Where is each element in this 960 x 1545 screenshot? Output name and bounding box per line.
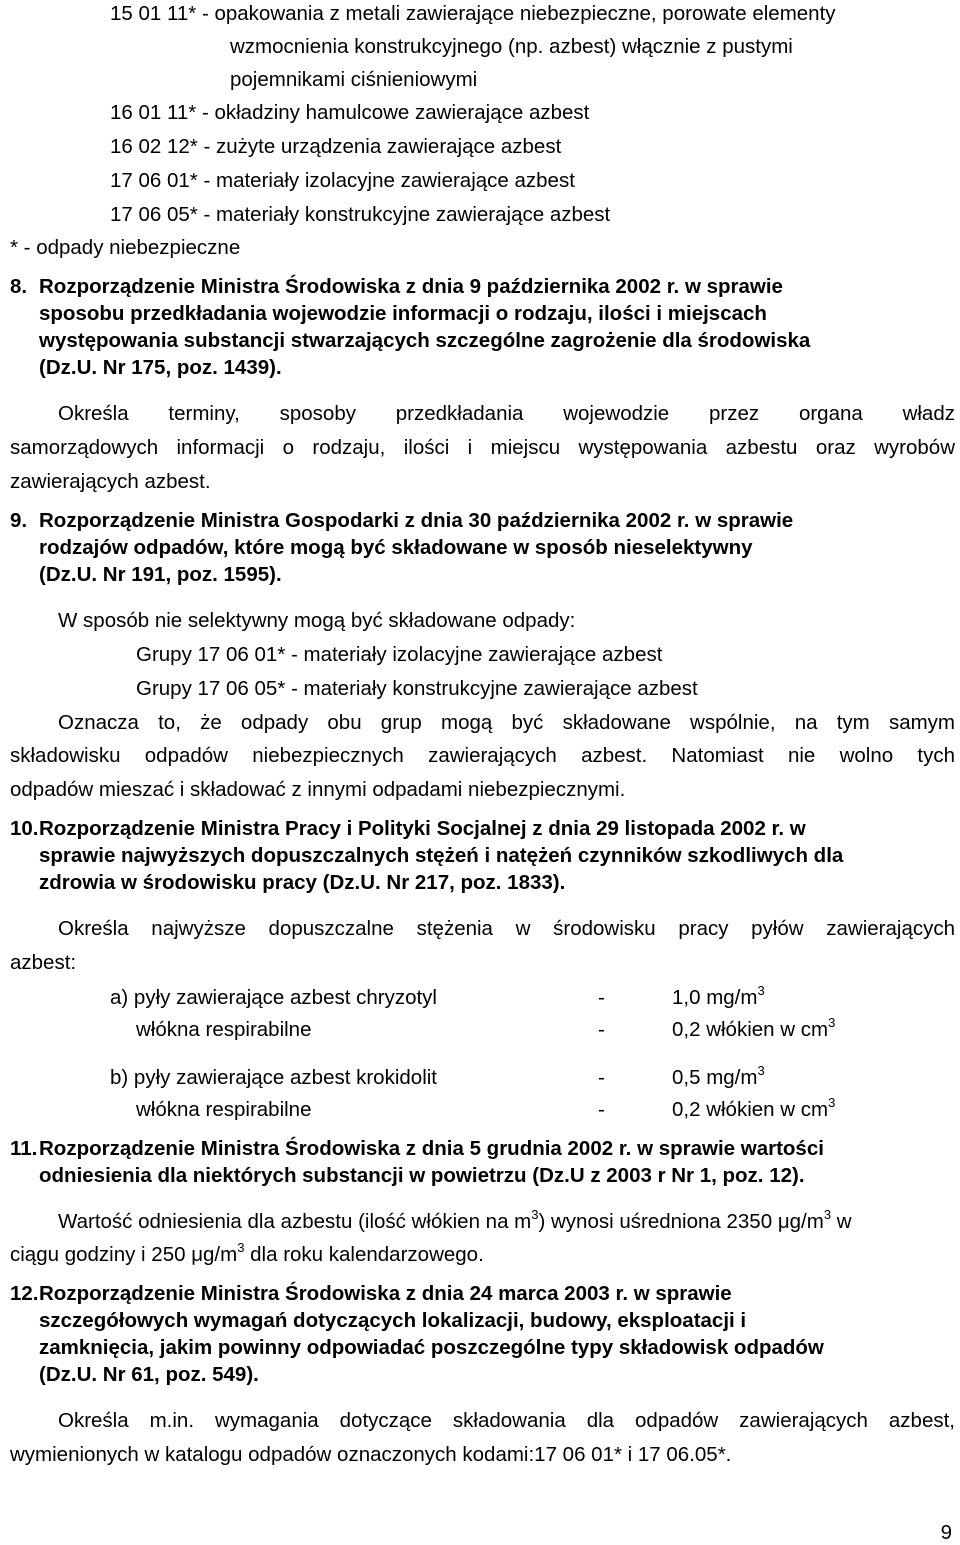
section-number: 8. <box>10 275 28 298</box>
heading-line: (Dz.U. Nr 61, poz. 549). <box>39 1363 259 1386</box>
limit-value: 0,2 włókien w $cm^3$ <box>672 1095 836 1121</box>
limit-label: b) pyły zawierające azbest krokidolit <box>110 1066 437 1089</box>
paragraph-line: Określa najwyższe dopuszczalne stężenia w środowisku pracy pyłów zawierających <box>58 917 955 940</box>
waste-item: 16 02 12* - zużyte urządzenia zawierające azbest <box>110 135 562 158</box>
waste-item: 17 06 01* - materiały izolacyjne zawierające azbest <box>110 169 575 192</box>
section-10-heading <box>10 819 806 840</box>
heading-text: Rozporządzenie Ministra Środowiska z dnia 9 października 2002 r. w sprawie <box>39 275 783 298</box>
paragraph-line: ciągu godziny i 250 $\mu g/m^3$ dla roku kalendarzowego. <box>10 1240 484 1266</box>
waste-item: 17 06 05* - materiały konstrukcyjne zawierające azbest <box>110 203 611 226</box>
paragraph-line: samorządowych informacji o rodzaju, ilości i miejscu występowania azbestu oraz wyrobów <box>10 436 955 459</box>
waste-group: Grupy 17 06 01* - materiały izolacyjne zawierające azbest <box>136 643 663 666</box>
heading-line: (Dz.U. Nr 175, poz. 1439). <box>39 356 282 379</box>
waste-group: Grupy 17 06 05* - materiały konstrukcyjne zawierające azbest <box>136 677 698 700</box>
section-number: 9. <box>10 509 28 532</box>
limit-label: włókna respirabilne <box>136 1098 312 1121</box>
paragraph-line: zawierających azbest. <box>10 470 211 493</box>
heading-line: rodzajów odpadów, które mogą być składowane w sposób nieselektywny <box>39 536 753 559</box>
heading-text: Rozporządzenie Ministra Pracy i Polityki Socjalnej z dnia 29 listopada 2002 r. w <box>39 817 806 840</box>
limit-dash: - <box>598 986 605 1009</box>
heading-line: zdrowia w środowisku pracy (Dz.U. Nr 217, poz. 1833). <box>39 871 566 894</box>
paragraph-line: Wartość odniesienia dla azbestu (ilość włókien na $m^3$) wynosi uśredniona 2350 $\mu g/m^3$ w <box>58 1207 852 1233</box>
section-11-heading <box>10 1139 824 1160</box>
heading-line: sposobu przedkładania wojewodzie informacji o rodzaju, ilości i miejscach <box>39 302 767 325</box>
heading-text: Rozporządzenie Ministra Środowiska z dnia 5 grudnia 2002 r. w sprawie wartości <box>39 1137 824 1160</box>
waste-item-line: pojemnikami ciśnieniowymi <box>230 68 478 91</box>
heading-text: Rozporządzenie Ministra Środowiska z dnia 24 marca 2003 r. w sprawie <box>39 1282 732 1305</box>
waste-item: 16 01 11* - okładziny hamulcowe zawierające azbest <box>110 101 590 124</box>
section-number: 12. <box>10 1282 39 1305</box>
limit-dash: - <box>598 1066 605 1089</box>
paragraph-line: azbest: <box>10 951 77 974</box>
section-number: 10. <box>10 817 39 840</box>
section-9-heading <box>10 511 793 532</box>
limit-value: 0,5 $mg/m^3$ <box>672 1063 765 1089</box>
heading-line: szczegółowych wymagań dotyczących lokalizacji, budowy, eksploatacji i <box>39 1309 747 1332</box>
heading-line: sprawie najwyższych dopuszczalnych stężeń i natężeń czynników szkodliwych dla <box>39 844 844 867</box>
paragraph-line: odpadów mieszać i składować z innymi odpadami niebezpiecznymi. <box>10 778 626 801</box>
heading-line: zamknięcia, jakim powinny odpowiadać poszczególne typy składowisk odpadów <box>39 1336 824 1359</box>
paragraph-line: wymienionych w katalogu odpadów oznaczonych kodami:17 06 01* i 17 06.05*. <box>10 1443 732 1466</box>
limit-label: a) pyły zawierające azbest chryzotyl <box>110 986 437 1009</box>
limit-dash: - <box>598 1098 605 1121</box>
waste-item-line: 15 01 11* - opakowania z metali zawierające niebezpieczne, porowate elementy <box>110 2 836 25</box>
limit-dash: - <box>598 1018 605 1041</box>
heading-line: (Dz.U. Nr 191, poz. 1595). <box>39 563 282 586</box>
paragraph-line: Określa terminy, sposoby przedkładania wojewodzie przez organa władz <box>58 402 955 425</box>
limit-value: 0,2 włókien w $cm^3$ <box>672 1015 836 1041</box>
section-12-heading <box>10 1284 732 1305</box>
paragraph-line: składowisku odpadów niebezpiecznych zawierających azbest. Natomiast nie wolno tych <box>10 744 955 767</box>
section-number: 11. <box>10 1137 38 1160</box>
heading-text: Rozporządzenie Ministra Gospodarki z dnia 30 października 2002 r. w sprawie <box>39 509 794 532</box>
limit-value: 1,0 $mg/m^3$ <box>672 983 765 1009</box>
section-8-heading <box>10 277 783 298</box>
heading-line: odniesienia dla niektórych substancji w powietrzu (Dz.U z 2003 r Nr 1, poz. 12). <box>39 1164 805 1187</box>
page-number: 9 <box>940 1521 952 1544</box>
paragraph-line: Określa m.in. wymagania dotyczące składowania dla odpadów zawierających azbest, <box>58 1409 955 1432</box>
paragraph-line: W sposób nie selektywny mogą być składowane odpady: <box>58 609 576 632</box>
paragraph-line: Oznacza to, że odpady obu grup mogą być składowane wspólnie, na tym samym <box>58 711 955 734</box>
heading-line: występowania substancji stwarzających szczególne zagrożenie dla środowiska <box>39 329 811 352</box>
waste-note: * - odpady niebezpieczne <box>10 236 241 259</box>
waste-item-line: wzmocnienia konstrukcyjnego (np. azbest) włącznie z pustymi <box>230 35 793 58</box>
limit-label: włókna respirabilne <box>136 1018 312 1041</box>
